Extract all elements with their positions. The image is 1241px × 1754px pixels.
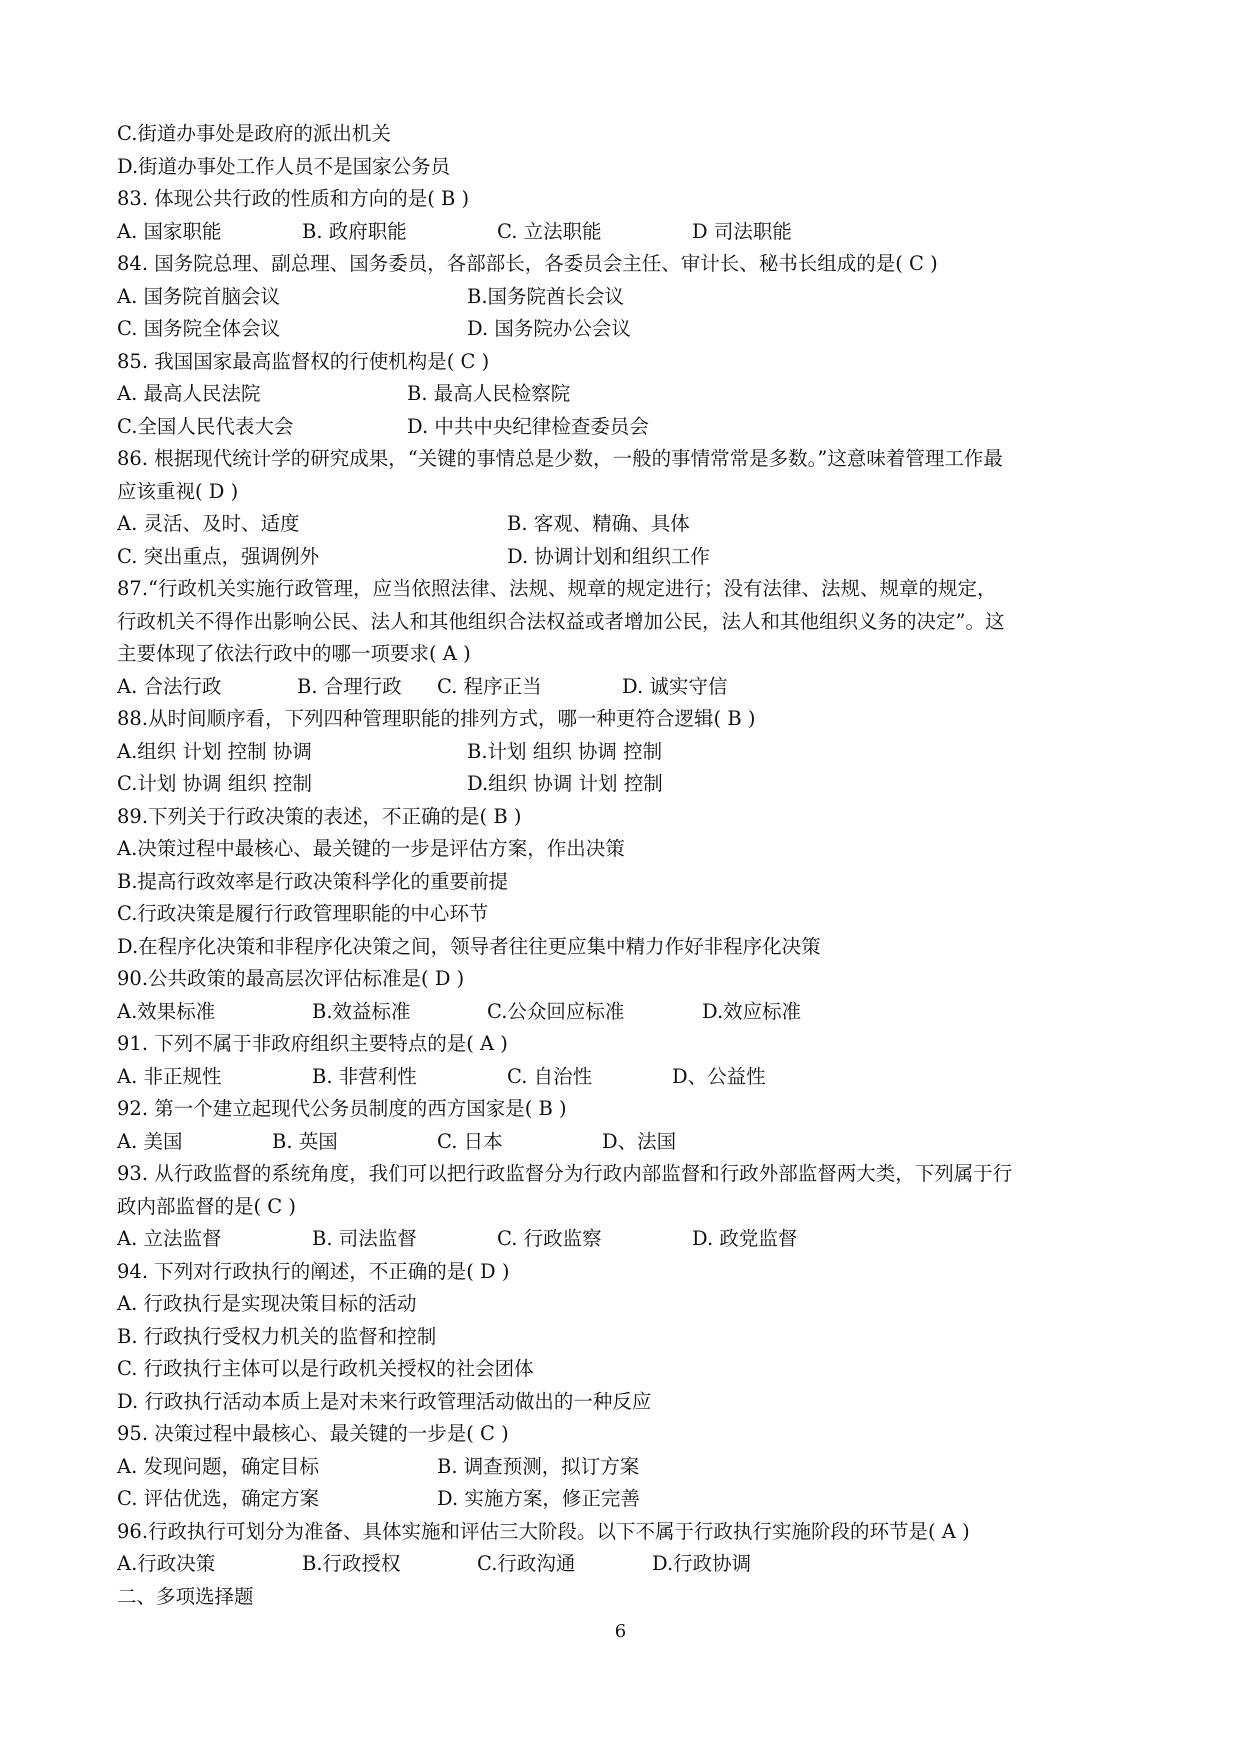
option-item: B.计划 组织 协调 控制: [467, 739, 663, 763]
text-line: 政内部监督的是( C ): [117, 1194, 297, 1218]
option-item: B. 调查预测，拟订方案: [437, 1454, 640, 1478]
text-line: C.街道办事处是政府的派出机关: [117, 122, 391, 145]
text-line: A. 行政执行是实现决策目标的活动: [117, 1292, 417, 1315]
option-item: B. 非营利性: [312, 1064, 417, 1088]
text-line: D. 行政执行活动本质上是对未来行政管理活动做出的一种反应: [117, 1389, 652, 1413]
option-row: [117, 1223, 1137, 1256]
option-item: A. 国务院首脑会议: [117, 284, 280, 308]
text-line: 主要体现了依法行政中的哪一项要求( A ): [117, 642, 471, 665]
option-item: D.组织 协调 计划 控制: [467, 772, 663, 795]
option-item: A.行政决策: [117, 1552, 216, 1575]
text-line: 92. 第一个建立起现代公务员制度的西方国家是( B ): [117, 1097, 567, 1120]
text-line: 93. 从行政监督的系统角度，我们可以把行政监督分为行政内部监督和行政外部监督两大类，下列属于行: [117, 1162, 1013, 1185]
text-line: 应该重视( D ): [117, 479, 239, 503]
option-item: B. 司法监督: [312, 1227, 417, 1250]
option-item: D、法国: [602, 1129, 677, 1153]
text-line: 95. 决策过程中最核心、最关键的一步是( C ): [117, 1422, 509, 1445]
option-item: C. 程序正当: [437, 674, 542, 698]
option-item: A. 立法监督: [117, 1227, 222, 1250]
text-line: 88.从时间顺序看，下列四种管理职能的排列方式，哪一种更符合逻辑( B ): [117, 707, 756, 730]
option-row: [117, 378, 1137, 411]
text-line: B. 行政执行受权力机关的监督和控制: [117, 1324, 437, 1348]
text-line: D.在程序化决策和非程序化决策之间，领导者往往更应集中精力作好非程序化决策: [117, 934, 821, 958]
option-item: D. 中共中央纪律检查委员会: [407, 414, 649, 438]
option-item: D. 国务院办公会议: [467, 317, 631, 340]
text-line: 87.“行政机关实施行政管理，应当依照法律、法规、规章的规定进行；没有法律、法规、规章的规定，: [117, 577, 997, 600]
option-row: [117, 1061, 1137, 1094]
text-line: A.决策过程中最核心、最关键的一步是评估方案，作出决策: [117, 837, 625, 860]
text-line: 86. 根据现代统计学的研究成果，“关键的事情总是少数，一般的事情常常是多数。”这意味着管理工作最: [117, 447, 1003, 470]
option-item: B.国务院酋长会议: [467, 284, 625, 308]
document-body: [117, 118, 1137, 1613]
text-line: 行政机关不得作出影响公民、法人和其他组织合法权益或者增加公民，法人和其他组织义务的决定”。这: [117, 609, 1005, 633]
option-item: C. 突出重点，强调例外: [117, 544, 320, 568]
text-line: 83. 体现公共行政的性质和方向的是( B ): [117, 187, 470, 210]
option-row: [117, 768, 1137, 801]
option-item: A. 合法行政: [117, 674, 222, 698]
option-row: [117, 996, 1137, 1029]
option-row: [117, 411, 1137, 444]
option-row: [117, 1126, 1137, 1159]
option-item: A. 发现问题，确定目标: [117, 1454, 319, 1478]
option-item: B. 最高人民检察院: [407, 382, 571, 405]
text-line: 90.公共政策的最高层次评估标准是( D ): [117, 967, 465, 990]
option-item: C. 国务院全体会议: [117, 317, 281, 340]
text-line: D.街道办事处工作人员不是国家公务员: [117, 154, 451, 178]
option-item: B. 合理行政: [297, 674, 402, 698]
option-item: C. 自治性: [507, 1064, 593, 1088]
option-item: D. 协调计划和组织工作: [507, 544, 710, 568]
option-item: A. 最高人民法院: [117, 382, 261, 405]
option-item: D. 实施方案，修正完善: [437, 1487, 640, 1510]
option-row: [117, 1548, 1137, 1581]
option-row: [117, 1483, 1137, 1516]
option-item: A. 非正规性: [117, 1064, 222, 1088]
option-item: A. 国家职能: [117, 219, 222, 243]
option-row: [117, 508, 1137, 541]
option-item: D 司法职能: [692, 219, 792, 243]
option-item: C. 评估优选，确定方案: [117, 1487, 320, 1510]
option-item: C.行政沟通: [477, 1552, 576, 1575]
text-line: C. 行政执行主体可以是行政机关授权的社会团体: [117, 1357, 534, 1380]
option-item: D、公益性: [672, 1064, 766, 1088]
text-line: 94. 下列对行政执行的阐述，不正确的是( D ): [117, 1259, 510, 1283]
option-item: D. 诚实守信: [622, 674, 728, 698]
option-item: D. 政党监督: [692, 1227, 798, 1250]
option-item: B. 客观、精确、具体: [507, 512, 690, 535]
option-row: [117, 216, 1137, 249]
option-item: D.行政协调: [652, 1552, 752, 1575]
text-line: 85. 我国国家最高监督权的行使机构是( C ): [117, 349, 490, 373]
page-number: 6: [614, 1621, 627, 1642]
option-row: [117, 541, 1137, 574]
option-item: C.计划 协调 组织 控制: [117, 772, 313, 795]
text-line: 96.行政执行可划分为准备、具体实施和评估三大阶段。以下不属于行政执行实施阶段的环节是( A ): [117, 1519, 970, 1543]
option-item: B.行政授权: [302, 1552, 401, 1575]
option-item: A.组织 计划 控制 协调: [117, 739, 312, 763]
option-row: [117, 1451, 1137, 1484]
option-item: C.全国人民代表大会: [117, 414, 294, 438]
option-row: [117, 671, 1137, 704]
text-line: B.提高行政效率是行政决策科学化的重要前提: [117, 869, 509, 893]
option-item: A.效果标准: [117, 999, 216, 1023]
text-line: 89.下列关于行政决策的表述，不正确的是( B ): [117, 804, 522, 828]
text-line: C.行政决策是履行行政管理职能的中心环节: [117, 902, 489, 925]
option-item: B. 英国: [272, 1129, 338, 1153]
option-row: [117, 313, 1137, 346]
option-item: B. 政府职能: [302, 219, 407, 243]
option-item: A. 灵活、及时、适度: [117, 512, 300, 535]
option-item: D.效应标准: [702, 999, 802, 1023]
text-line: 二、多项选择题: [117, 1584, 254, 1608]
text-line: 91. 下列不属于非政府组织主要特点的是( A ): [117, 1032, 508, 1055]
option-item: C. 行政监察: [497, 1227, 602, 1250]
option-item: A. 美国: [117, 1129, 183, 1153]
option-item: C.公众回应标准: [487, 999, 625, 1023]
option-row: [117, 736, 1137, 769]
option-row: [117, 281, 1137, 314]
option-item: C. 立法职能: [497, 219, 602, 243]
option-item: C. 日本: [437, 1129, 503, 1153]
option-item: B.效益标准: [312, 999, 411, 1023]
text-line: 84. 国务院总理、副总理、国务委员，各部部长，各委员会主任、审计长、秘书长组成的是( C ): [117, 252, 938, 275]
